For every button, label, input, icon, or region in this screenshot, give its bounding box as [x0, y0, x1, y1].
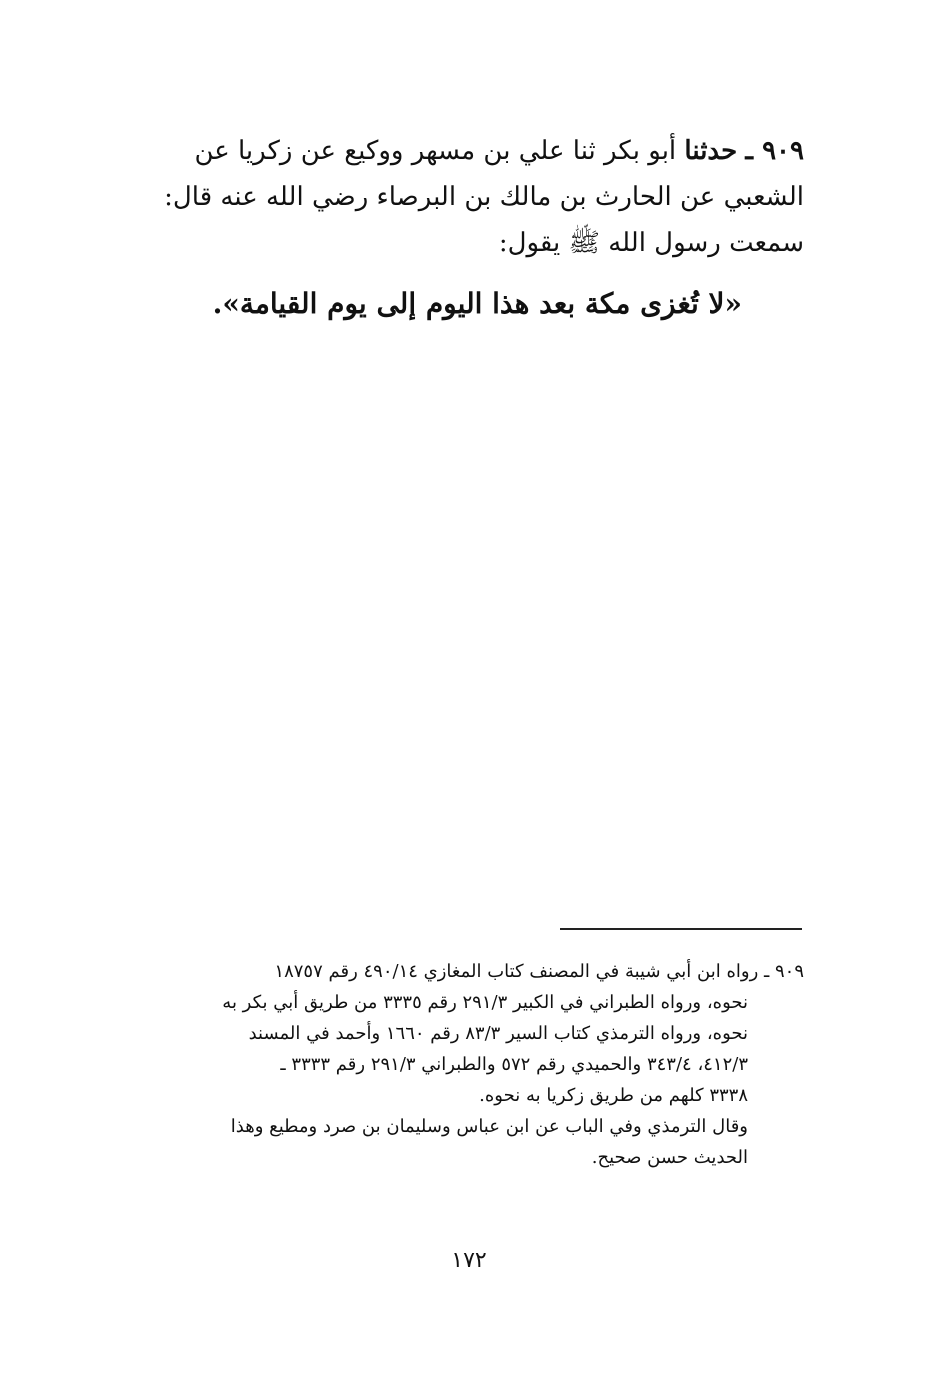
footnote-line: ٩٠٩ ـ رواه ابن أبي شيبة في المصنف كتاب المغازي ٤٩٠/١٤ رقم ١٨٧٥٧	[274, 961, 804, 982]
footnote-line: ٣٣٣٨ كلهم من طريق زكريا به نحوه.	[479, 1085, 748, 1106]
hadith-chain-line-3: سمعت رسول الله ﷺ يقول:	[498, 228, 804, 258]
hadith-line-1	[132, 128, 804, 174]
footnote-line: ٤١٢/٣، ٣٤٣/٤ والحميدي رقم ٥٧٢ والطبراني ٢٩١/٣ رقم ٣٣٣٣ ـ	[280, 1054, 748, 1075]
hadith-number: ٩٠٩ ـ	[745, 136, 804, 166]
page-number: ١٧٢	[451, 1248, 487, 1273]
footnote-line: وقال الترمذي وفي الباب عن ابن عباس وسليمان بن صرد ومطيع وهذا	[230, 1116, 748, 1137]
footnote-separator	[560, 928, 802, 930]
hadith-text	[132, 128, 804, 266]
footnote-line: الحديث حسن صحيح.	[591, 1147, 748, 1168]
hadith-quote: «لا تُغزى مكة بعد هذا اليوم إلى يوم القيامة».	[212, 287, 742, 320]
hadith-chain-line-1: أبو بكر ثنا علي بن مسهر ووكيع عن زكريا عن	[194, 136, 677, 166]
footnotes	[132, 956, 804, 1173]
footnote-line: نحوه، ورواه الترمذي كتاب السير ٨٣/٣ رقم ١٦٦٠ وأحمد في المسند	[248, 1023, 748, 1044]
footnote-line: نحوه، ورواه الطبراني في الكبير ٢٩١/٣ رقم ٣٣٣٥ من طريق أبي بكر به	[222, 992, 748, 1013]
hadith-lead-word: حدثنا	[684, 136, 738, 166]
hadith-chain-line-2: الشعبي عن الحارث بن مالك بن البرصاء رضي الله عنه قال:	[164, 182, 804, 212]
